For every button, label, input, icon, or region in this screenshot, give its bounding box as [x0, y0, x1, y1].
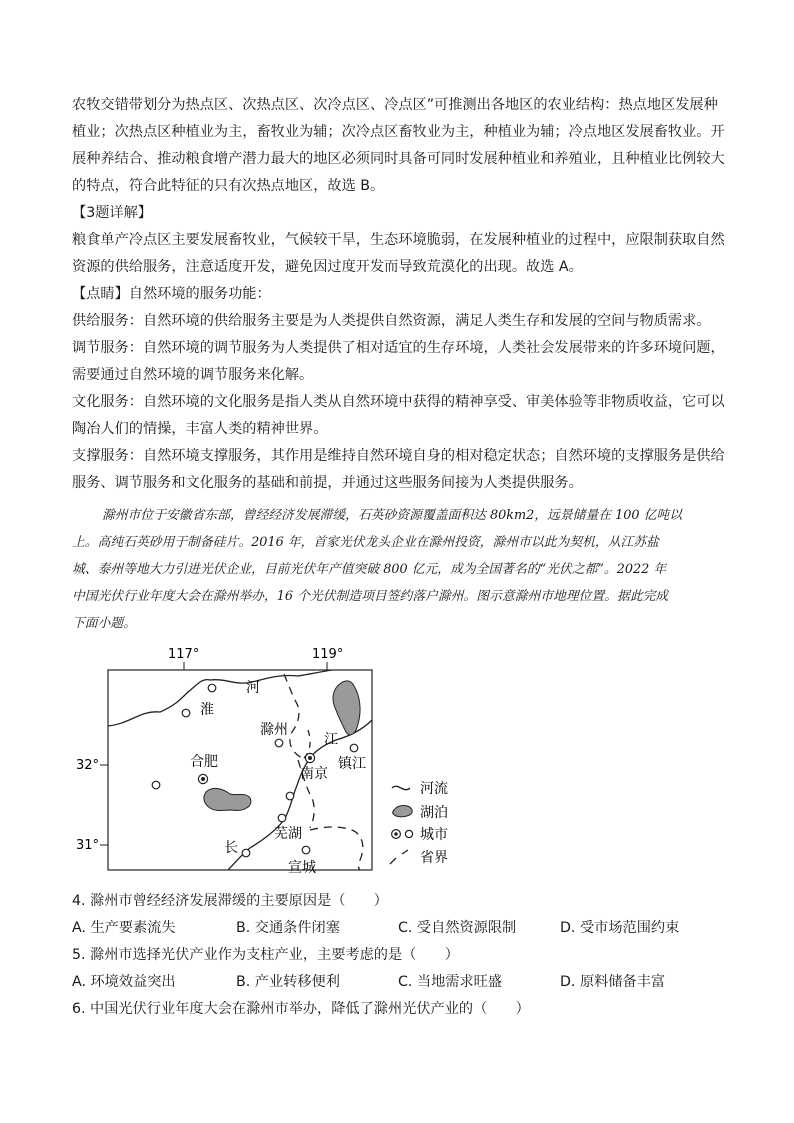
label-zhenjiang: 镇江: [338, 756, 366, 772]
analysis-line: 展种养结合、推动粮食增产潜力最大的地区必须同时具备可同时发展种植业和养殖业，且种植业比例较大: [72, 151, 725, 167]
city-marker-chuzhou: [275, 739, 283, 747]
material-line: 下面小题。: [72, 616, 136, 631]
q3-heading: 【3题详解】: [72, 205, 152, 221]
material-line: 滁州市位于安徽省东部，曾经经济发展滞缓，石英砂资源覆盖面积达 80km2，远景储量在 100 亿吨以: [102, 508, 683, 523]
analysis-line: 的特点，符合此特征的只有次热点地区，故选 B。: [72, 178, 385, 194]
q4-option-a[interactable]: A. 生产要素流失: [72, 920, 176, 936]
tips-line: 文化服务：自然环境的文化服务是指人类从自然环境中获得的精神享受、审美体验等非物质收益，它可以: [72, 394, 725, 410]
label-huai: 淮: [200, 702, 214, 718]
q4-option-b[interactable]: B. 交通条件闭塞: [236, 920, 340, 936]
material-line: 城、泰州等地大力引进光伏企业，目前光伏年产值突破 800 亿元，成为全国著名的“光伏之都”。2022 年: [72, 562, 667, 577]
legend-river-symbol: [392, 786, 410, 789]
lat-label-32: 32°: [76, 758, 100, 773]
tips-line: 调节服务：自然环境的调节服务为人类提供了相对适宜的生存环境，人类社会发展带来的许多环境问题，: [72, 340, 725, 356]
lon-label-117: 117°: [168, 647, 200, 662]
lon-label-119: 119°: [312, 647, 344, 662]
legend-river-label: 河流: [420, 781, 448, 797]
chao-lake: [204, 788, 251, 810]
lat-label-31: 31°: [76, 838, 100, 853]
city-marker: [242, 849, 250, 857]
tips-line: 供给服务：自然环境的供给服务主要是为人类提供自然资源，满足人类生存和发展的空间与物质需求。: [72, 313, 711, 329]
question-5-stem: 5. 滁州市选择光伏产业作为支柱产业，主要考虑的是（ ）: [72, 947, 459, 963]
location-map: [70, 640, 490, 880]
q3-line: 粮食单产冷点区主要发展畜牧业，气候较干旱，生态环境脆弱，在发展种植业的过程中，应限制获取自然: [72, 232, 725, 248]
yangtze-river: [228, 720, 372, 870]
hongze-lake: [333, 681, 360, 735]
q5-option-c[interactable]: C. 当地需求旺盛: [398, 974, 503, 990]
label-chang: 长: [224, 840, 238, 856]
label-wuhu: 芜湖: [274, 826, 302, 842]
label-he: 河: [246, 680, 260, 696]
question-4-stem: 4. 滁州市曾经经济发展滞缓的主要原因是（ ）: [72, 893, 388, 909]
q5-option-a[interactable]: A. 环境效益突出: [72, 974, 176, 990]
map-frame: [108, 670, 372, 870]
city-marker: [286, 792, 294, 800]
city-marker-xuancheng: [302, 846, 310, 854]
tips-line: 支撑服务：自然环境支撑服务，其作用是维持自然环境自身的相对稳定状态；自然环境的支撑服务是供给: [72, 448, 725, 464]
q5-option-d[interactable]: D. 原料储备丰富: [560, 974, 666, 990]
province-boundary: [284, 674, 302, 758]
province-boundary: [310, 827, 363, 870]
legend-city-symbol: [405, 830, 412, 837]
q4-option-d[interactable]: D. 受市场范围约束: [560, 920, 680, 936]
tips-line: 服务、调节服务和文化服务的基础和前提，并通过这些服务间接为人类提供服务。: [72, 475, 583, 491]
legend-city-label: 城市: [420, 827, 448, 843]
label-chuzhou: 滁州: [260, 722, 288, 738]
label-xuancheng: 宣城: [288, 860, 316, 876]
analysis-line: 农牧交错带划分为热点区、次热点区、次冷点区、冷点区”可推测出各地区的农业结构：热点地区发展种: [72, 97, 718, 113]
q3-line: 资源的供给服务，注意适度开发，避免因过度开发而导致荒漠化的出现。故选 A。: [72, 259, 583, 275]
question-6-stem: 6. 中国光伏行业年度大会在滁州市举办，降低了滁州光伏产业的（ ）: [72, 1001, 530, 1017]
tips-line: 陶冶人们的情操，丰富人类的精神世界。: [72, 421, 328, 437]
legend-boundary-symbol: [390, 850, 408, 864]
city-marker-wuhu: [278, 814, 286, 822]
city-marker: [152, 781, 160, 789]
q5-option-b[interactable]: B. 产业转移便利: [236, 974, 340, 990]
label-nanjing: 南京: [300, 766, 328, 782]
legend-boundary-label: 省界: [420, 850, 448, 866]
material-line: 中国光伏行业年度大会在滁州举办，16 个光伏制造项目签约落户滁州。图示意滁州市地理位置。据此完成: [72, 589, 669, 604]
legend-lake-label: 湖泊: [420, 805, 448, 821]
city-marker: [182, 709, 190, 717]
label-jiang: 江: [324, 732, 338, 748]
tips-line: 需要通过自然环境的调节服务来化解。: [72, 367, 314, 383]
material-line: 上。高纯石英砂用于制备硅片。2016 年，首家光伏龙头企业在滁州投资，滁州市以此为契机，从江苏盐: [72, 535, 659, 550]
tips-heading: 【点睛】自然环境的服务功能：: [72, 286, 271, 302]
city-marker: [208, 684, 216, 692]
q4-option-c[interactable]: C. 受自然资源限制: [398, 920, 517, 936]
analysis-line: 植业；次热点区种植业为主，畜牧业为辅；次冷点区畜牧业为主，种植业为辅；冷点地区发展畜牧业。开: [72, 124, 725, 140]
label-hefei: 合肥: [190, 754, 218, 770]
city-marker-zhenjiang: [350, 744, 358, 752]
legend-lake-symbol: [393, 806, 413, 817]
